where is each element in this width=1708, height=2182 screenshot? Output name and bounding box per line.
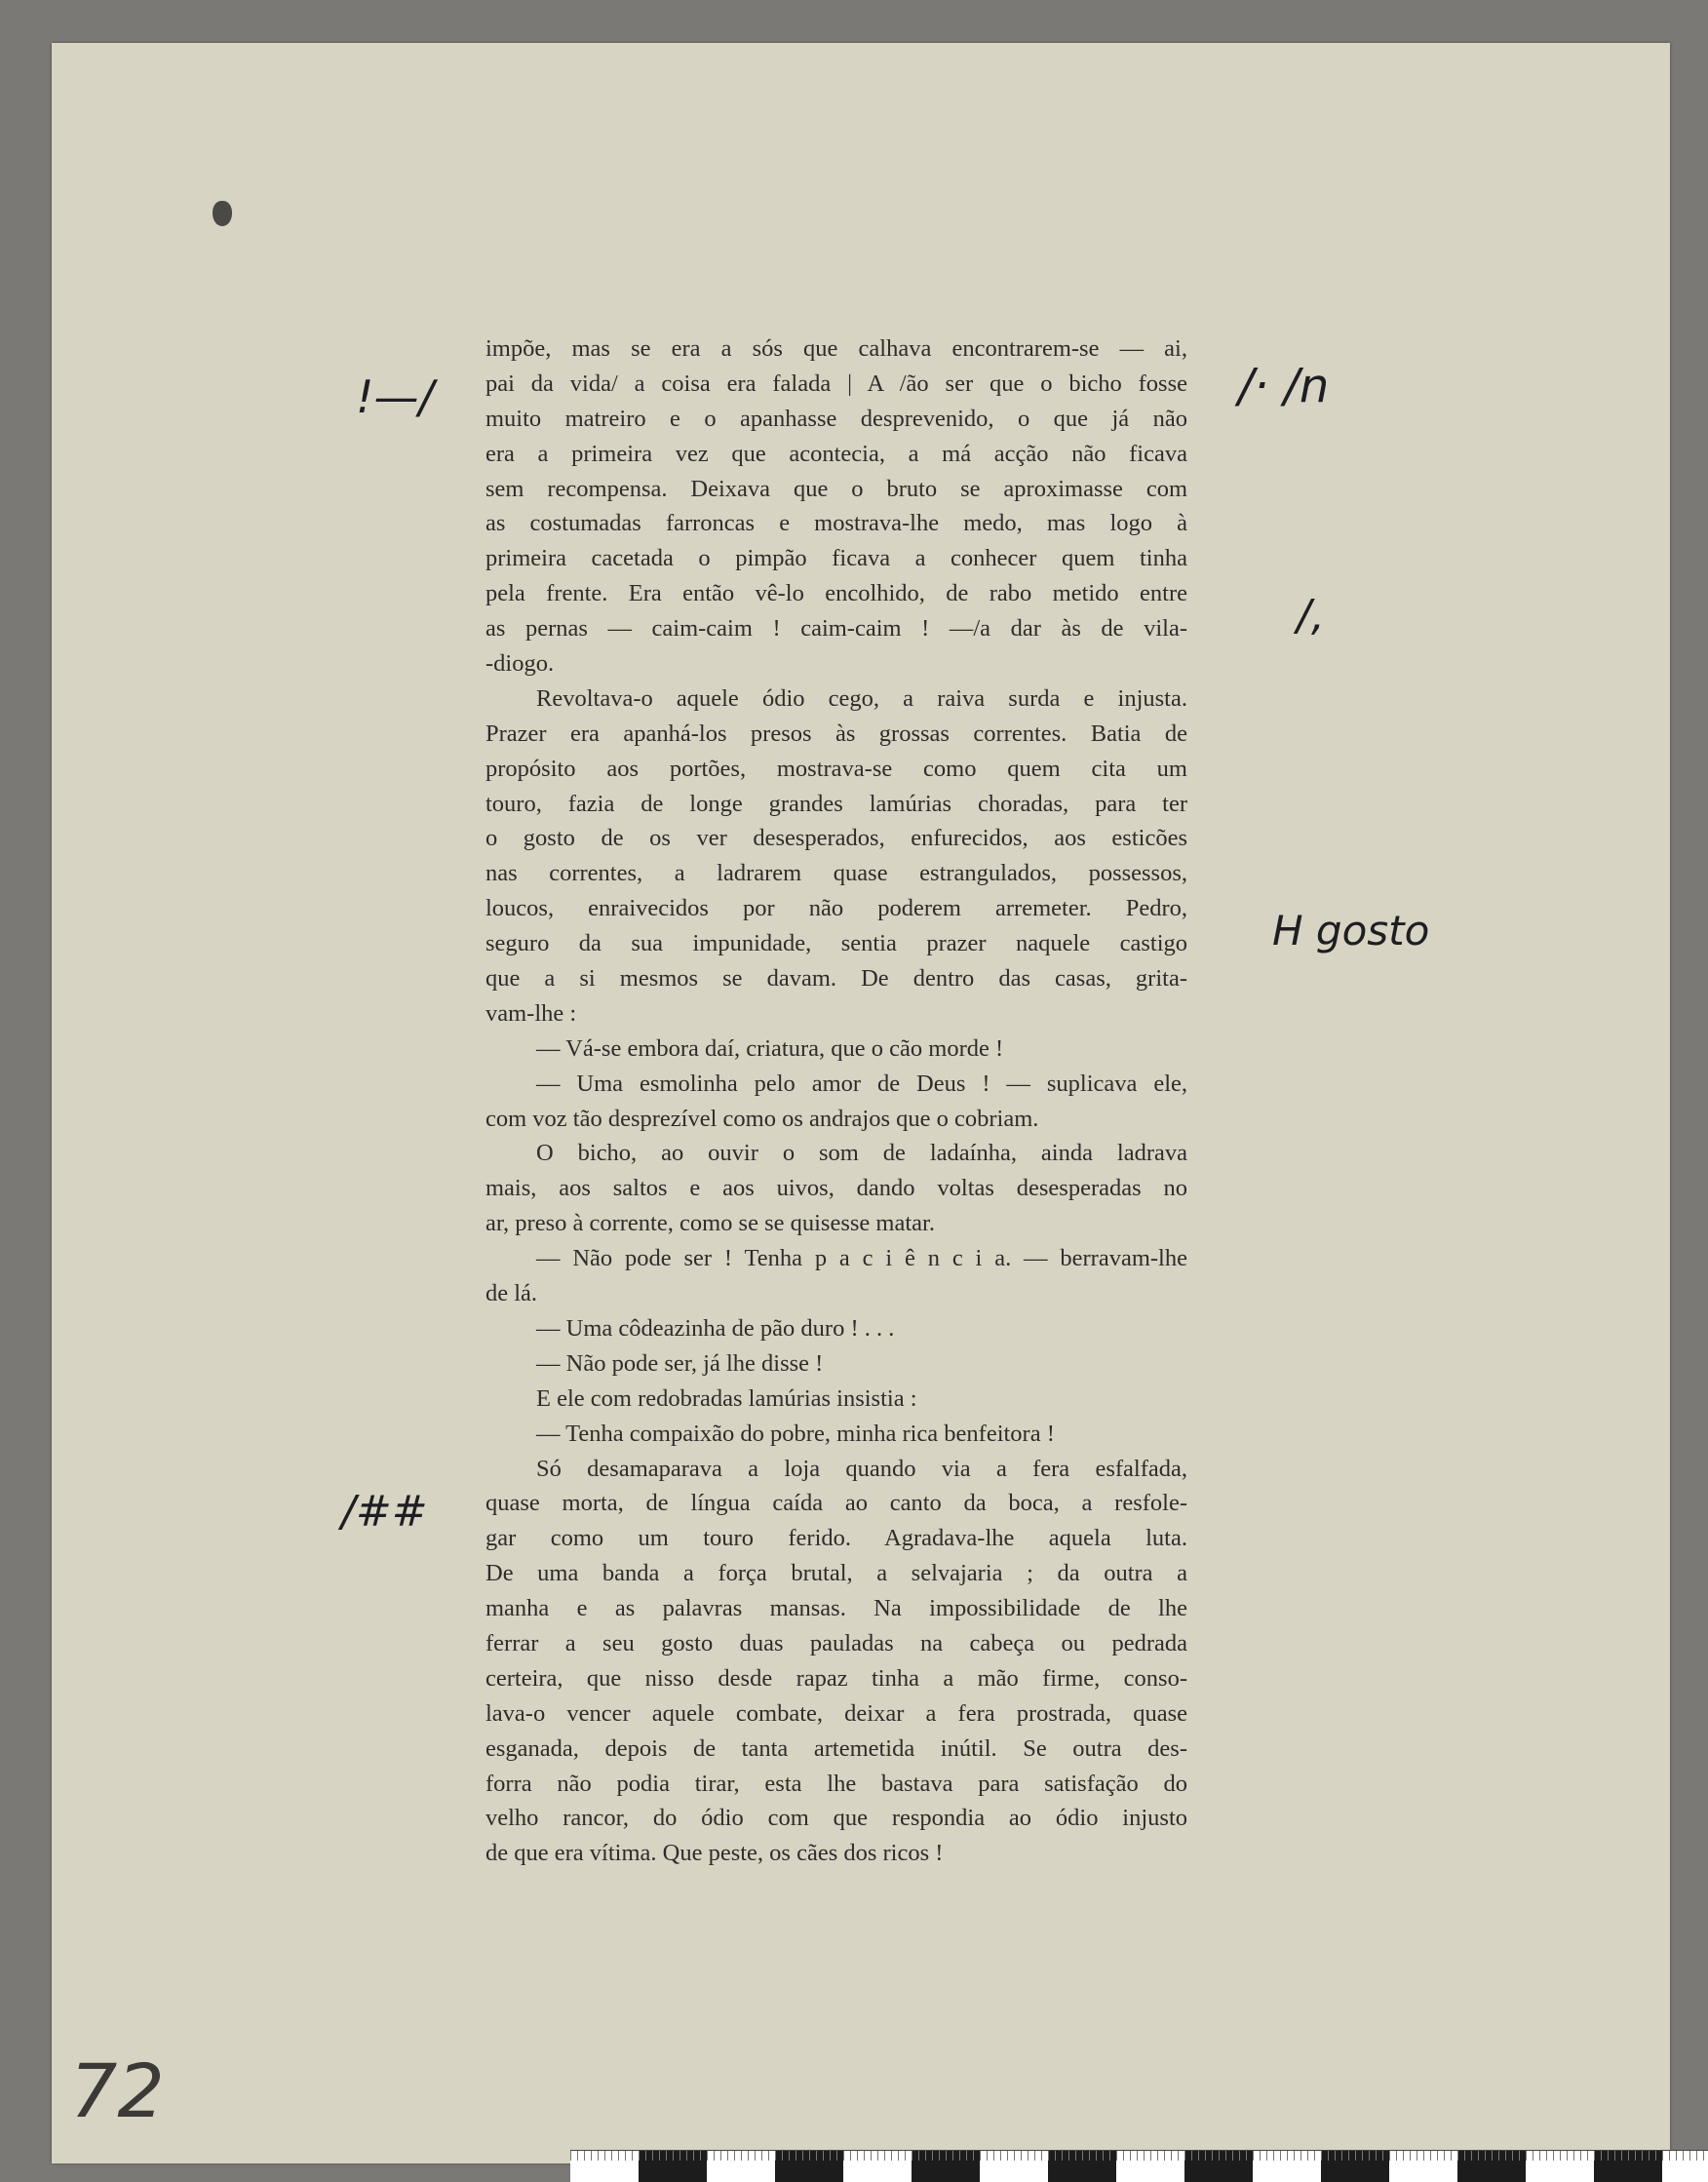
text-line: de que era vítima. Que peste, os cães dos ricos ! (485, 1840, 944, 1867)
text-line: de lá. (485, 1280, 538, 1307)
text-line: — Uma côdeazinha de pão duro ! . . . (536, 1314, 895, 1342)
body-text (485, 331, 1187, 1871)
text-line: O bicho, ao ouvir o som de ladaínha, ainda ladrava (536, 1140, 1187, 1167)
text-line: primeira cacetada o pimpão ficava a conhecer quem tinha (485, 545, 1187, 572)
margin-note-left: !—/ (356, 370, 434, 423)
text-line: impõe, mas se era a sós que calhava encontrarem-se — ai, (485, 335, 1187, 362)
text-line: mais, aos saltos e aos uivos, dando voltas desesperadas no (485, 1175, 1187, 1202)
text-line: velho rancor, do ódio com que respondia ao ódio injusto (485, 1805, 1187, 1832)
text-line: que a si mesmos se davam. De dentro das casas, grita- (485, 965, 1187, 993)
text-line: certeira, que nisso desde rapaz tinha a mão firme, conso- (485, 1664, 1187, 1692)
text-line: com voz tão desprezível como os andrajos que o cobriam. (485, 1105, 1039, 1132)
text-line: lava-o vencer aquele combate, deixar a fera prostrada, quase (485, 1699, 1187, 1727)
text-line: — Uma esmolinha pelo amor de Deus ! — suplicava ele, (536, 1070, 1187, 1097)
text-line: touro, fazia de longe grandes lamúrias choradas, para ter (485, 790, 1187, 817)
text-line: seguro da sua impunidade, sentia prazer naquele castigo (485, 930, 1187, 957)
text-line: E ele com redobradas lamúrias insistia : (536, 1384, 917, 1412)
margin-note-right: /· /n (1238, 359, 1330, 413)
text-line: ar, preso à corrente, como se se quisesse matar. (485, 1210, 935, 1237)
text-line: muito matreiro e o apanhasse desprevenido, o que já não (485, 405, 1187, 432)
text-line: nas correntes, a ladrarem quase estrangulados, possessos, (485, 860, 1187, 887)
text-line: -diogo. (485, 650, 555, 678)
ruler-ticks (570, 2151, 1708, 2161)
text-line: forra não podia tirar, esta lhe bastava para satisfação do (485, 1770, 1187, 1797)
page-number: 72 (70, 2047, 165, 2134)
text-line: pai da vida/ a coisa era falada | A /ão ser que o bicho fosse (485, 370, 1187, 397)
text-line: — Não pode ser ! Tenha p a c i ê n c i a. — berravam-lhe (536, 1245, 1187, 1272)
text-line: esganada, depois de tanta artemetida inútil. Se outra des- (485, 1734, 1187, 1762)
text-line: o gosto de os ver desesperados, enfurecidos, aos esticões (485, 825, 1187, 852)
text-line: — Tenha compaixão do pobre, minha rica benfeitora ! (536, 1420, 1055, 1447)
scale-ruler (570, 2150, 1708, 2182)
text-line: propósito aos portões, mostrava-se como quem cita um (485, 755, 1187, 782)
margin-note-left: /## (341, 1487, 428, 1537)
text-line: as pernas — caim-caim ! caim-caim ! —/a dar às de vila- (485, 615, 1187, 643)
margin-note-right: H gosto (1272, 907, 1430, 955)
text-line: era a primeira vez que acontecia, a má acção não ficava (485, 440, 1187, 467)
text-line: De uma banda a força brutal, a selvajaria ; da outra a (485, 1560, 1187, 1587)
text-line: ferrar a seu gosto duas pauladas na cabeça ou pedrada (485, 1629, 1187, 1656)
margin-note-right: /, (1297, 591, 1325, 641)
text-line: sem recompensa. Deixava que o bruto se aproximasse com (485, 475, 1187, 502)
text-line: Prazer era apanhá-los presos às grossas correntes. Batia de (485, 720, 1187, 747)
text-line: pela frente. Era então vê-lo encolhido, de rabo metido entre (485, 580, 1187, 607)
text-line: — Não pode ser, já lhe disse ! (536, 1349, 824, 1377)
punch-hole (213, 201, 232, 226)
text-line: loucos, enraivecidos por não poderem arremeter. Pedro, (485, 895, 1187, 922)
text-line: Revoltava-o aquele ódio cego, a raiva surda e injusta. (536, 684, 1187, 712)
text-line: — Vá-se embora daí, criatura, que o cão morde ! (536, 1034, 1004, 1062)
text-line: manha e as palavras mansas. Na impossibilidade de lhe (485, 1595, 1187, 1622)
text-line: vam-lhe : (485, 999, 577, 1027)
text-line: as costumadas farroncas e mostrava-lhe medo, mas logo à (485, 510, 1187, 537)
text-line: gar como um touro ferido. Agradava-lhe aquela luta. (485, 1525, 1187, 1552)
text-line: quase morta, de língua caída ao canto da boca, a resfole- (485, 1490, 1187, 1517)
text-line: Só desamaparava a loja quando via a fera esfalfada, (536, 1455, 1187, 1482)
